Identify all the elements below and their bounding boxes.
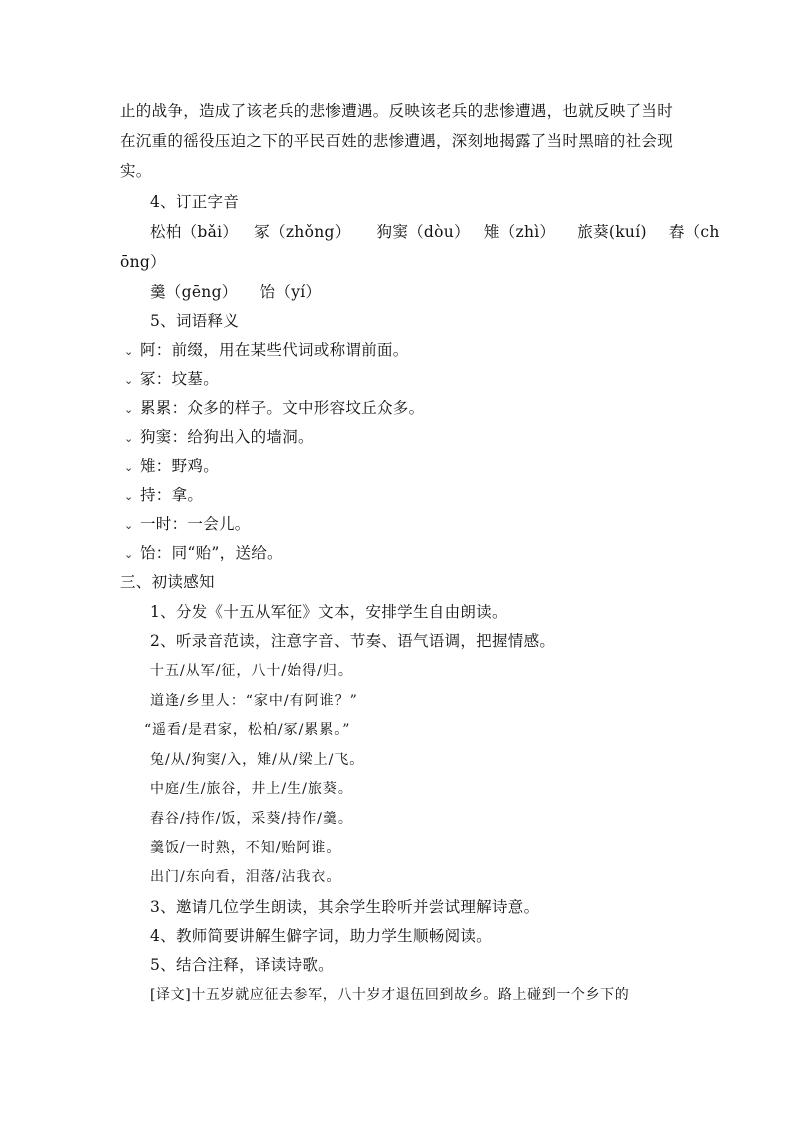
definition-item: ⌄ 累累：众多的样子。文中形容坟丘众多。 [124,398,424,420]
pronunciation-row-2 [150,282,321,302]
pronunciation-item: 松柏（bǎi） [150,223,239,241]
list-bullet-icon: ⌄ [124,403,134,416]
poem-line: 舂谷/持作/饭，采葵/持作/羹。 [150,811,353,827]
poem-line: 兔/从/狗窦/入，雉/从/梁上/飞。 [150,752,365,768]
pronunciation-item: 羹（gēng） [150,283,238,301]
poem-line: 羹饭/一时熟，不知/贻阿谁。 [150,840,342,856]
definition-item: ⌄ 雉：野鸡。 [124,456,219,478]
list-bullet-icon: ⌄ [124,461,134,474]
definition-item: ⌄ 饴：同“贻”，送给。 [124,543,283,565]
definition-item: ⌄ 阿：前缀，用在某些代词或称谓前面。 [124,340,409,362]
definition-item: ⌄ 狗窦：给狗出入的墙洞。 [124,427,314,449]
list-bullet-icon: ⌄ [124,432,134,445]
pronunciation-item: 冢（zhǒng） [254,223,351,241]
reading-step-5: 5、结合注释，译读诗歌。 [150,956,334,974]
poem-line: “遥看/是君家，松柏/冢/累累。” [144,722,351,738]
list-bullet-icon: ⌄ [124,548,134,561]
poem-line: 出门/东向看，泪落/沾我衣。 [150,869,342,885]
reading-step-3: 3、邀请几位学生朗读，其余学生聆听并尝试理解诗意。 [150,898,540,916]
reading-step-1: 1、分发《十五从军征》文本，安排学生自由朗读。 [150,603,508,621]
pronunciation-row-1 [150,222,720,242]
pronunciation-item: 饴（yí） [259,283,322,301]
translation-line: [译文]十五岁就应征去参军，八十岁才退伍回到故乡。路上碰到一个乡下的 [150,987,630,1003]
list-bullet-icon: ⌄ [124,490,134,503]
pronunciation-item: 舂（ch [668,223,720,241]
list-bullet-icon: ⌄ [124,374,134,387]
intro-line-1: 止的战争，造成了该老兵的悲惨遭遇。反映该老兵的悲惨遭遇，也就反映了当时 [120,102,674,120]
section-5-heading: 5、词语释义 [150,312,240,330]
poem-line: 十五/从军/征，八十/始得/归。 [150,663,353,679]
intro-line-2: 在沉重的徭役压迫之下的平民百姓的悲惨遭遇，深刻地揭露了当时黑暗的社会现 [120,132,674,150]
pronunciation-item: 雉（zhì） [483,223,556,241]
definition-item: ⌄ 持：拿。 [124,485,203,507]
list-bullet-icon: ⌄ [124,519,134,532]
poem-line: 道逢/乡里人：“家中/有阿谁？” [150,693,358,709]
reading-step-4: 4、教师简要讲解生僻字词，助力学生顺畅阅读。 [150,927,492,945]
list-bullet-icon: ⌄ [124,345,134,358]
reading-step-2: 2、听录音范读，注意字音、节奏、语气语调，把握情感。 [150,632,556,650]
section-3-heading: 三、初读感知 [120,573,215,591]
definition-item: ⌄ 一时：一会儿。 [124,514,251,536]
definition-item: ⌄ 冢：坟墓。 [124,369,219,391]
pronunciation-item: 旅葵(kuí) [577,223,647,241]
section-4-heading: 4、订正字音 [150,193,240,211]
pronunciation-row-1-continued: ōng） [120,253,166,271]
intro-line-3: 实。 [120,162,152,180]
pronunciation-item: 狗窦（dòu） [376,223,470,241]
poem-line: 中庭/生/旅谷，井上/生/旅葵。 [150,781,353,797]
